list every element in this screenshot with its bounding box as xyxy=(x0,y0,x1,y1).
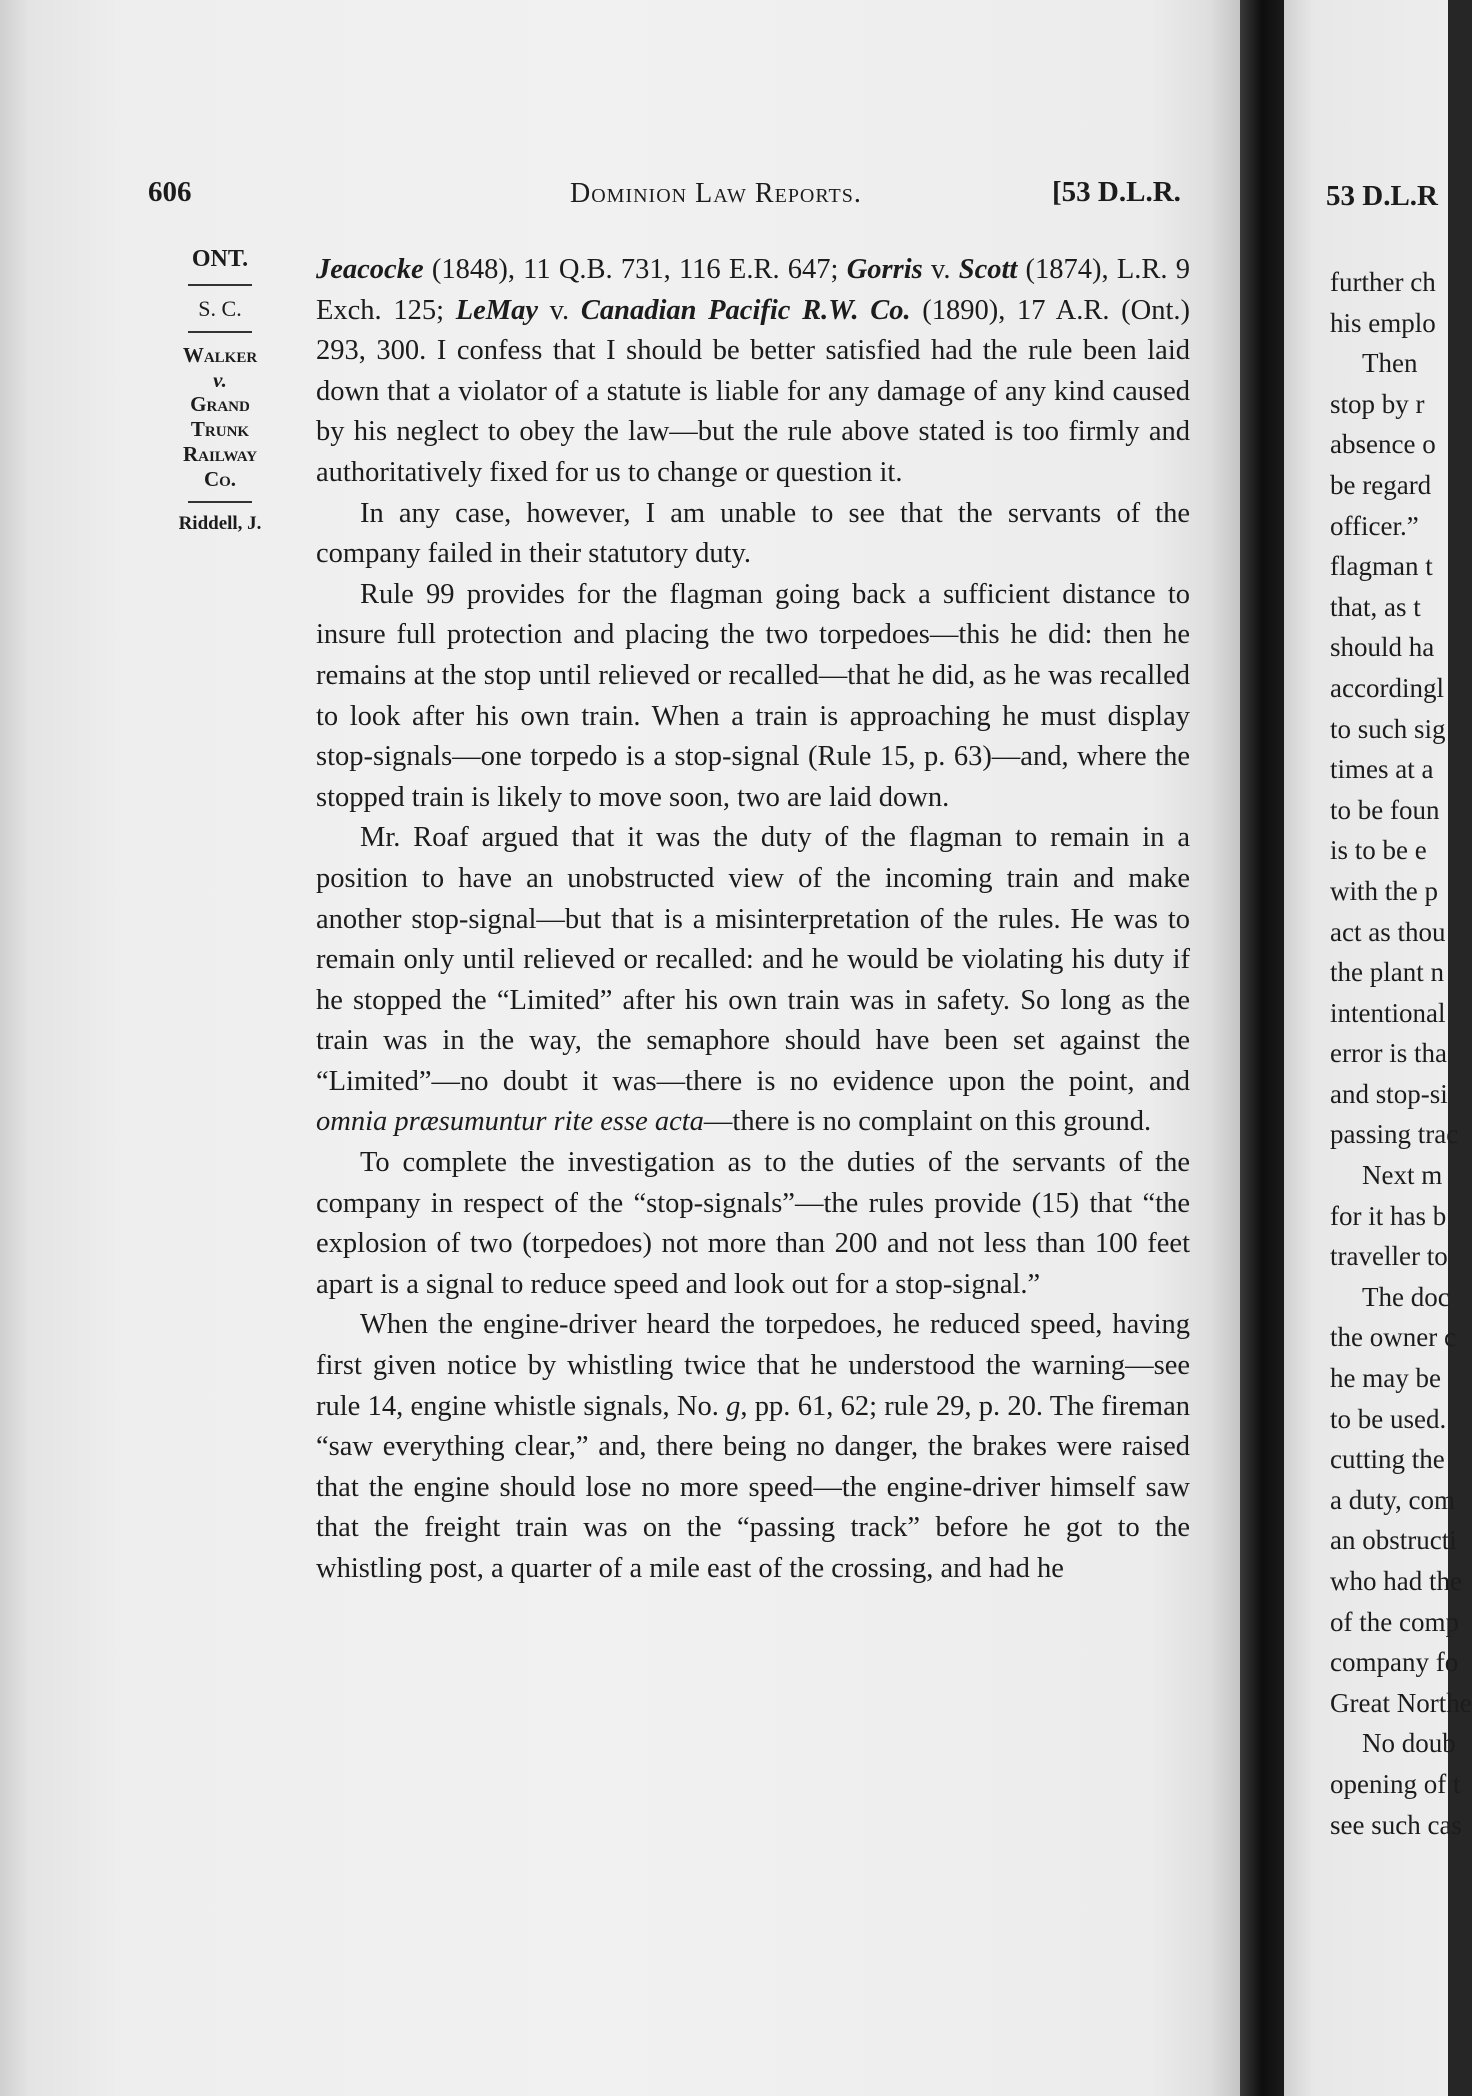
right-page-line: for it has b xyxy=(1330,1200,1447,1231)
citation-text: v. xyxy=(922,254,959,285)
paragraph-text: When the engine-driver heard the torpedoes, he reduced speed, having first given notice by whistling twice that he understood the warning—see rule 14, engine whistle signals, No. xyxy=(316,1309,1190,1422)
page-number: 606 xyxy=(148,176,192,208)
book-gutter xyxy=(1240,0,1284,2096)
paragraph-text: —there is no complaint on this ground. xyxy=(703,1106,1152,1138)
right-page-header: 53 D.L.R xyxy=(1326,180,1438,212)
right-page-line: an obstructi xyxy=(1330,1525,1457,1556)
right-page-line: and stop-si xyxy=(1330,1078,1448,1109)
right-page-line: that, as t xyxy=(1330,591,1421,622)
citation-text: (1890), 17 A.R. (Ont.) 293, 300. I confess that I should be better satisfied had the rule been laid down that a violator of a statute is liable for any damage of any kind caused by his neglect to obey the law—but the rule above stated is too firmly and authoritatively fixed for us to change or question it. xyxy=(316,294,1190,488)
citation-text: (1848), 11 Q.B. 731, 116 E.R. 647; xyxy=(423,254,847,285)
right-page-line: traveller to xyxy=(1330,1241,1448,1272)
paragraph-citations xyxy=(316,250,1190,494)
right-page-line: Great Northe xyxy=(1330,1687,1472,1718)
right-page-line: cutting the xyxy=(1330,1444,1445,1475)
volume-reference: [53 D.L.R. xyxy=(1052,176,1181,208)
right-page-line: the owner c xyxy=(1330,1322,1456,1353)
right-page-line: a duty, com xyxy=(1330,1484,1455,1515)
right-page-line: with the p xyxy=(1330,875,1438,906)
right-page-line: officer.” xyxy=(1330,510,1419,541)
case-name-line: Railway xyxy=(182,441,258,466)
paragraph-rule-99: Rule 99 provides for the flagman going back a sufficient distance to insure full protection and placing the two torpedoes—this he did: then he remains at the stop until relieved or recalled—that he did, as he was recalled to look after his own train. When a train is approaching he must display stop-signals—one torpedo is a stop-signal (Rule 15, p. 63)—and, where the stopped train is likely to move soon, two are laid down. xyxy=(316,578,1190,813)
paragraph-engine-driver xyxy=(316,1305,1190,1589)
citation-text: v. xyxy=(538,294,581,326)
paragraph-text: , pp. 61, 62; rule 29, p. 20. The fireman “saw everything clear,” and, there being no danger, the brakes were raised that the engine should lose no more speed—the engine-driver himself saw that the freight train was on the “passing track” before he got to the whistling post, a quarter of a mile east of the crossing, and had he xyxy=(316,1390,1191,1584)
right-page-line: to be used. xyxy=(1330,1403,1447,1434)
right-page-line: accordingl xyxy=(1330,672,1444,703)
sidenote-divider xyxy=(188,501,252,503)
right-page-line: company fo xyxy=(1330,1647,1459,1678)
right-page-line: to such sig xyxy=(1330,713,1446,744)
right-page-line: intentional xyxy=(1330,997,1446,1028)
right-page-line: Then xyxy=(1362,348,1418,379)
right-page-line: act as thou xyxy=(1330,916,1446,947)
case-name-line: Co. xyxy=(203,466,237,491)
right-page-line: be regard xyxy=(1330,469,1432,500)
case-name-line: Grand xyxy=(190,392,250,417)
right-page-line: who had the xyxy=(1330,1566,1462,1596)
sidenote-case-name xyxy=(150,343,290,492)
right-page-line: The doc xyxy=(1362,1281,1450,1312)
sidenote-divider xyxy=(188,284,252,286)
right-page-line: opening of t xyxy=(1330,1768,1461,1799)
right-page-line: the plant n xyxy=(1330,957,1444,988)
paragraph-stop-signals: To complete the investigation as to the duties of the servants of the company in respect of the “stop-signals”—the rules provide (15) that “the explosion of two (torpedoes) not more than 200 and not less than 100 feet apart is a signal to reduce speed and look out for a stop-signal.” xyxy=(316,1147,1190,1300)
right-page-lines xyxy=(1330,262,1472,1845)
running-head: Dominion Law Reports. xyxy=(570,178,862,209)
case-name-line: Walker xyxy=(182,342,258,367)
right-page-line: of the comp xyxy=(1330,1606,1459,1637)
right-page-line: to be foun xyxy=(1330,794,1440,825)
sidenote-judge: Riddell, J. xyxy=(178,513,262,535)
right-page-line: passing trac xyxy=(1330,1119,1459,1150)
case-citation: Jeacocke xyxy=(316,254,424,285)
sidenote-province: ONT. xyxy=(191,246,249,272)
right-page-line: absence o xyxy=(1330,429,1436,460)
right-page-line: should ha xyxy=(1330,632,1435,663)
right-page-line: stop by r xyxy=(1330,388,1425,419)
case-citation: Gorris xyxy=(846,254,923,285)
case-citation: Scott xyxy=(958,254,1018,285)
case-citation: LeMay xyxy=(455,294,538,326)
sidenote-court: S. C. xyxy=(198,295,242,321)
paragraph-text: Mr. Roaf argued that it was the duty of the flagman to remain in a position to have an unobstructed view of the incoming train and make another stop-signal—but that is a misinterpretation of the rules. He was to remain only until relieved or recalled: and he would be violating his duty if he stopped the “Limited” after his own train was in safety. So long as the train was in the way, the semaphore should have been set against the “Limited”—no doubt it was—there is no evidence upon the point, and xyxy=(316,822,1190,1097)
paragraph-roaf-argument xyxy=(316,818,1190,1143)
right-page-line: his emplo xyxy=(1330,307,1436,338)
signal-letter: g xyxy=(726,1390,741,1422)
right-page-line: is to be e xyxy=(1330,835,1427,866)
right-page-line: error is tha xyxy=(1330,1038,1447,1069)
right-page-line: times at a xyxy=(1330,754,1434,785)
case-name-line: Trunk xyxy=(190,417,250,442)
case-name-versus: v. xyxy=(213,367,227,392)
right-page-line: further ch xyxy=(1330,267,1436,297)
right-page-line: Next m xyxy=(1362,1160,1443,1191)
citation-text: (1874), L.R. 9 Exch. 125; xyxy=(316,254,1191,326)
right-page-line: he may be xyxy=(1330,1363,1441,1394)
sidenote-divider xyxy=(188,331,252,333)
judgment-text xyxy=(316,250,1190,1590)
right-page-line: No doub xyxy=(1362,1728,1456,1759)
case-sidenote xyxy=(150,246,290,535)
right-page-line: flagman t xyxy=(1330,551,1433,582)
right-page-line: see such cas xyxy=(1330,1809,1462,1840)
latin-maxim: omnia præsumuntur rite esse acta xyxy=(316,1106,704,1138)
case-citation: Canadian Pacific R.W. Co. xyxy=(580,294,911,326)
paragraph-statutory-duty: In any case, however, I am unable to see that the servants of the company failed in their statutory duty. xyxy=(316,497,1190,570)
